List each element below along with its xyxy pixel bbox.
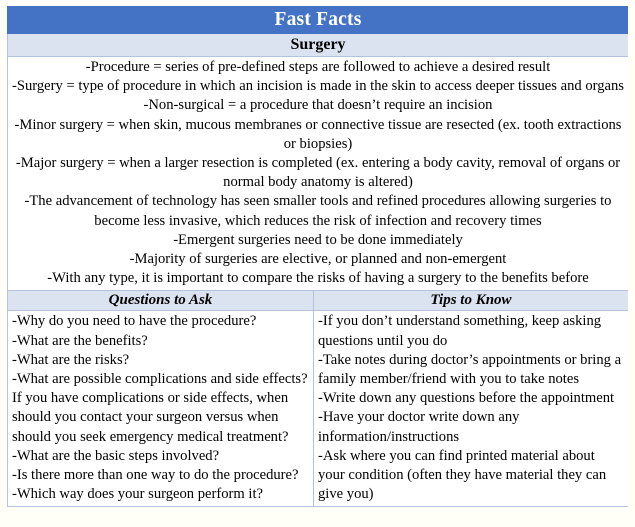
body-line: -Minor surgery = when skin, mucous membranes or connective tissue are resected (ex. tooth extractions or biopsies) xyxy=(14,116,622,152)
list-item: -What are possible complications and side effects? If you have complications or side effects, when should you contact your surgeon versus when should you seek emergency medical treatment? xyxy=(12,371,308,445)
list-item: -Take notes during doctor’s appointments or bring a family member/friend with you to take notes xyxy=(318,351,622,388)
subtitle-row xyxy=(8,34,629,57)
fast-facts-document xyxy=(7,6,628,527)
body-line: -Major surgery = when a larger resection is completed (ex. entering a body cavity, removal of organs or normal body anatomy is altered) xyxy=(15,155,621,191)
body-line: -Non-surgical = a procedure that doesn’t require an incision xyxy=(143,97,493,114)
body-line: -Emergent surgeries need to be done immediately xyxy=(173,231,463,248)
body-line: -The advancement of technology has seen smaller tools and refined procedures allowing surgeries to become less invasive, which reduces the risk of infection and recovery times xyxy=(24,193,612,229)
list-item: -What are the basic steps involved? xyxy=(12,447,220,464)
tips-to-know-cell xyxy=(314,311,629,507)
list-item: -Have your doctor write down any information/instructions xyxy=(318,409,520,445)
title-row xyxy=(8,7,629,34)
body-line: -With any type, it is important to compare the risks of having a surgery to the benefits before xyxy=(47,270,589,287)
list-item: -Ask where you can find printed material about your condition (often they have material they can give you) xyxy=(318,447,607,503)
list-item: -If you don’t understand something, keep asking questions until you do xyxy=(318,313,602,349)
columns-content-row xyxy=(8,311,629,507)
list-item: -Is there more than one way to do the procedure? xyxy=(12,467,299,484)
body-line: -Surgery = type of procedure in which an incision is made in the skin to access deeper tissues and organs xyxy=(12,78,624,95)
list-item: -What are the benefits? xyxy=(12,332,148,349)
document-title: Fast Facts xyxy=(8,7,629,34)
body-line: -Majority of surgeries are elective, or planned and non-emergent xyxy=(129,251,507,268)
list-item: -Why do you need to have the procedure? xyxy=(12,313,257,330)
body-line: -Procedure = series of pre-defined steps are followed to achieve a desired result xyxy=(85,59,551,75)
tips-to-know-header: Tips to Know xyxy=(314,291,629,311)
questions-to-ask-header: Questions to Ask xyxy=(8,291,314,311)
questions-to-ask-cell xyxy=(8,311,314,507)
list-item: -Write down any questions before the appointment xyxy=(318,390,615,407)
body-cell xyxy=(8,57,629,291)
body-row xyxy=(8,57,629,291)
document-subtitle: Surgery xyxy=(8,34,629,57)
list-item: -Which way does your surgeon perform it? xyxy=(12,486,263,503)
column-headers-row xyxy=(8,291,629,311)
fast-facts-table xyxy=(7,6,628,507)
list-item: -What are the risks? xyxy=(12,351,130,368)
